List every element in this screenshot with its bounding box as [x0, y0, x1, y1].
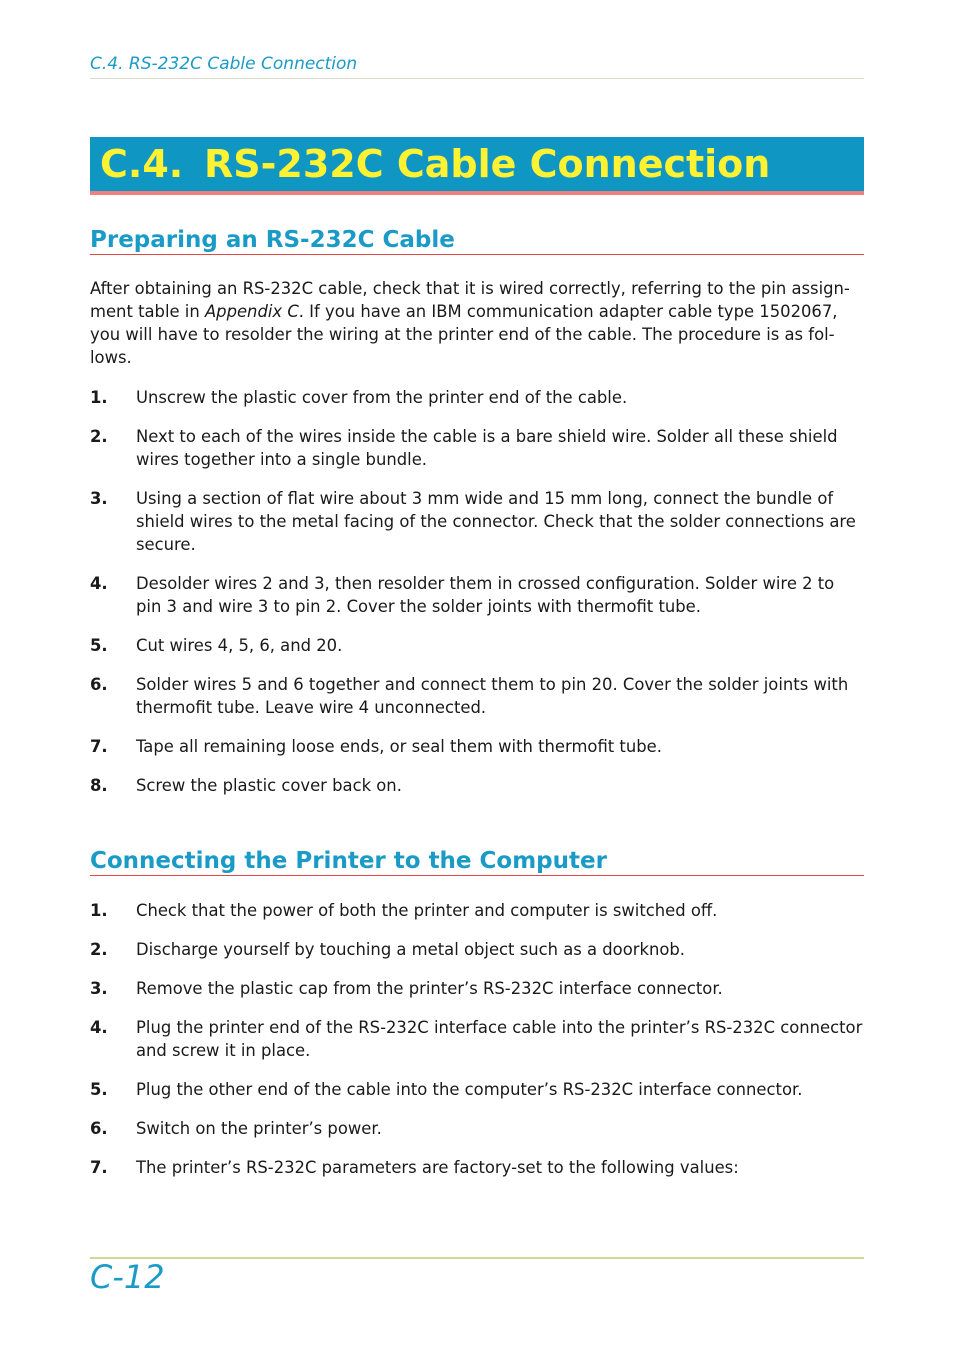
intro-line: you will have to resolder the wiring at the printer end of the cable. The procedure is as fol-	[90, 325, 835, 344]
step-number: 2.	[90, 427, 108, 446]
section-title-bar	[90, 137, 864, 195]
step-text: Next to each of the wires inside the cable is a bare shield wire. Solder all these shield wires together into a single bundle.	[136, 427, 838, 469]
step-number: 1.	[90, 388, 108, 407]
intro-line: ment table in Appendix C. If you have an IBM communication adapter cable type 1502067,	[90, 302, 838, 321]
step-number: 3.	[90, 979, 108, 998]
step-text: Solder wires 5 and 6 together and connect them to pin 20. Cover the solder joints with thermofit tube. Leave wire 4 unconnected.	[136, 675, 849, 717]
step-number: 5.	[90, 1080, 108, 1099]
step-number: 7.	[90, 737, 108, 756]
appendix-reference: Appendix C	[204, 302, 299, 321]
step-text: Screw the plastic cover back on.	[136, 776, 402, 795]
footer-rule	[90, 1257, 864, 1259]
step-text: Using a section of flat wire about 3 mm wide and 15 mm long, connect the bundle of shield wires to the metal facing of the connector. Check that the solder connections are secure.	[136, 489, 856, 554]
step-text: Plug the printer end of the RS-232C interface cable into the printer’s RS-232C connector and screw it in place.	[136, 1018, 863, 1060]
step-number: 1.	[90, 901, 108, 920]
step-number: 3.	[90, 489, 108, 508]
intro-paragraph	[90, 277, 864, 369]
step-text: Tape all remaining loose ends, or seal them with thermofit tube.	[136, 737, 662, 756]
step-number: 4.	[90, 1018, 108, 1037]
step-text: Remove the plastic cap from the printer’s RS-232C interface connector.	[136, 979, 723, 998]
step-text: Check that the power of both the printer and computer is switched off.	[136, 901, 718, 920]
step-text: Plug the other end of the cable into the computer’s RS-232C interface connector.	[136, 1080, 803, 1099]
step-number: 2.	[90, 940, 108, 959]
step-text: The printer’s RS-232C parameters are factory-set to the following values:	[136, 1158, 739, 1177]
heading-connecting-printer: Connecting the Printer to the Computer	[90, 848, 864, 876]
running-head: C.4. RS-232C Cable Connection	[90, 54, 864, 79]
step-text: Desolder wires 2 and 3, then resolder them in crossed configuration. Solder wire 2 to pin 3 and wire 3 to pin 2. Cover the solder joints with thermofit tube.	[136, 574, 835, 616]
step-number: 5.	[90, 636, 108, 655]
step-number: 6.	[90, 675, 108, 694]
section-number: C.4.	[100, 142, 184, 186]
step-text: Cut wires 4, 5, 6, and 20.	[136, 636, 343, 655]
page-title: RS-232C Cable Connection	[204, 142, 771, 186]
intro-line: lows.	[90, 348, 132, 367]
page-number: C-12	[90, 1258, 165, 1296]
step-number: 8.	[90, 776, 108, 795]
step-text: Discharge yourself by touching a metal object such as a doorknob.	[136, 940, 685, 959]
step-number: 4.	[90, 574, 108, 593]
step-number: 7.	[90, 1158, 108, 1177]
step-text: Switch on the printer’s power.	[136, 1119, 382, 1138]
intro-line: After obtaining an RS-232C cable, check that it is wired correctly, referring to the pin assign-	[90, 279, 850, 298]
step-number: 6.	[90, 1119, 108, 1138]
heading-preparing-cable: Preparing an RS-232C Cable	[90, 227, 864, 255]
step-text: Unscrew the plastic cover from the printer end of the cable.	[136, 388, 628, 407]
